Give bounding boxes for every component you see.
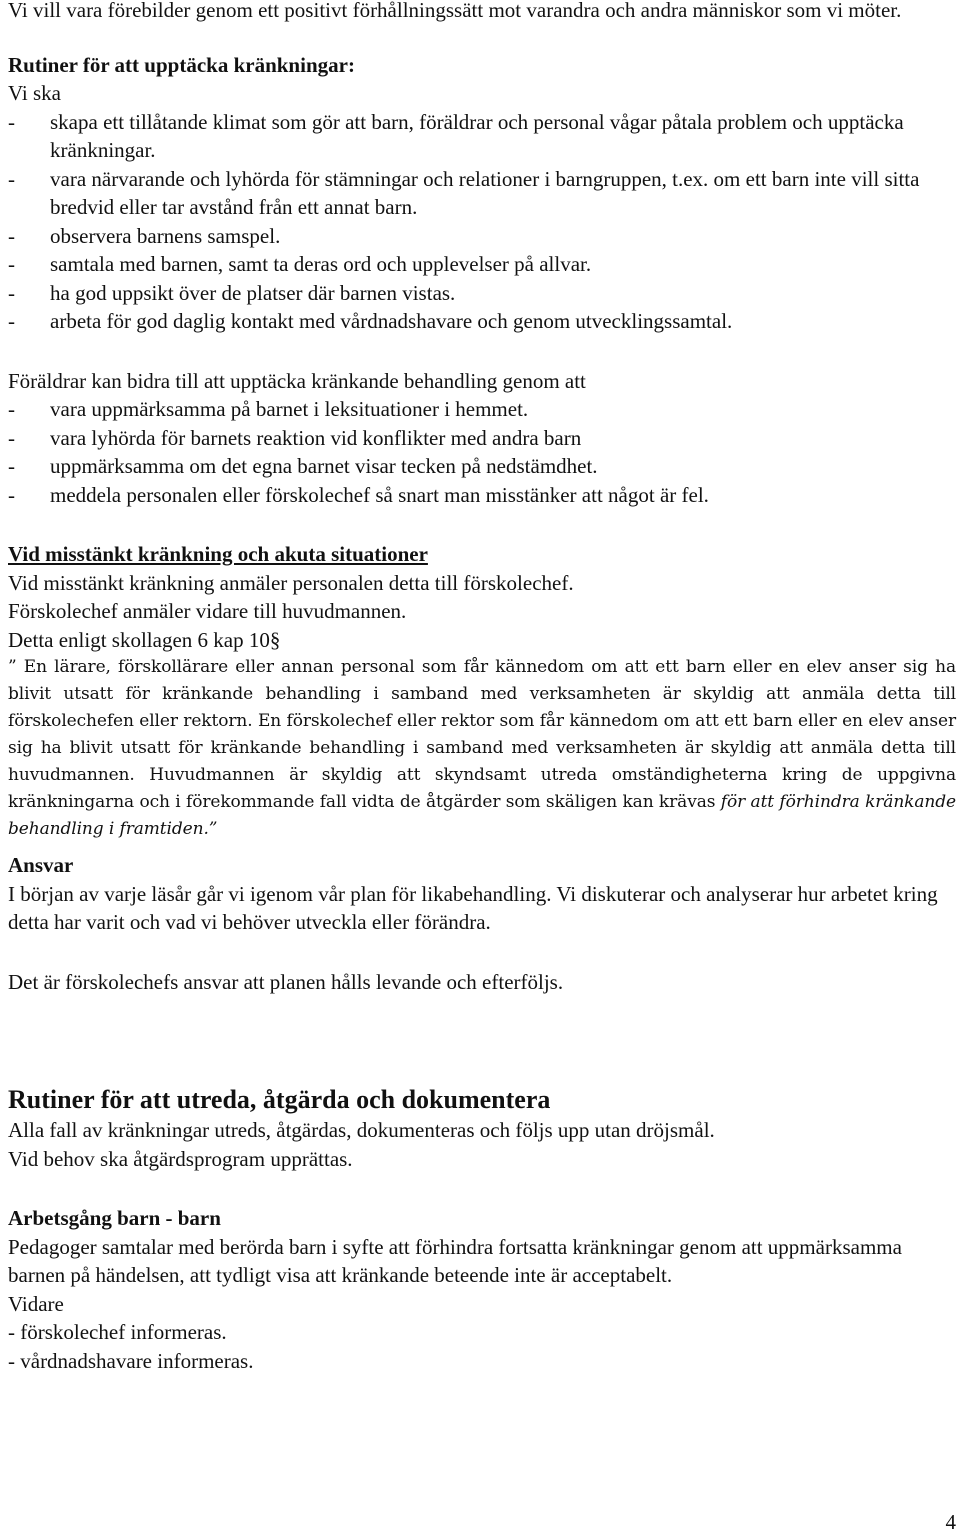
- list-item: - uppmärksamma om det egna barnet visar tecken på nedstämdhet.: [8, 452, 956, 481]
- document-page: [8, 0, 956, 1375]
- responsibility-heading: Ansvar: [8, 853, 74, 877]
- child-child-lead: Vidare: [8, 1291, 64, 1316]
- list-item: - samtala med barnen, samt ta deras ord och upplevelser på allvar.: [8, 250, 956, 279]
- child-child-text: Pedagoger samtalar med berörda barn i syfte att förhindra fortsatta kränkningar genom att uppmärksamma barnen på händelsen, att tydligt visa att kränkande beteende inte är acceptabelt.: [8, 1234, 902, 1287]
- parents-lead: Föräldrar kan bidra till att upptäcka kränkande behandling genom att: [8, 368, 586, 393]
- parents-list: [8, 395, 956, 509]
- child-child-heading: Arbetsgång barn - barn: [8, 1206, 221, 1230]
- responsibility-text-2: Det är förskolechefs ansvar att planen hålls levande och efterföljs.: [8, 969, 564, 994]
- list-item: - observera barnens samspel.: [8, 222, 956, 251]
- list-item: - skapa ett tillåtande klimat som gör att barn, föräldrar och personal vågar påtala problem och upptäcka kränkningar.: [8, 108, 956, 165]
- page-number: 4: [945, 1510, 956, 1534]
- law-reference: Detta enligt skollagen 6 kap 10§: [8, 627, 281, 652]
- law-quote-main: ” En lärare, förskollärare eller annan personal som får kännedom om att ett barn eller en elev anser sig ha blivit utsatt för kränkande behandling i samband med verksamheten är skyldig att anmäla detta till förskolechefen eller rektorn. En förskolechef eller rektor som får kännedom om att ett barn eller en elev anser sig ha blivit utsatt för kränkande behandling i samband med verksamheten är skyldig att anmäla detta till huvudmannen. Huvudmannen är skyldig att skyndsamt utreda omständigheterna kring de uppgivna kränkningarna och i förekommande fall vidta de åtgärder som skäligen kan krävas: [8, 657, 956, 812]
- law-quote-italic: för att förhindra kränkande behandling i framtiden.”: [8, 792, 957, 839]
- responsibility-text: I början av varje läsår går vi igenom vår plan för likabehandling. Vi diskuterar och analyserar hur arbetet kring detta har varit och vad vi behöver utveckla eller förändra.: [8, 881, 938, 934]
- list-item: - arbeta för god daglig kontakt med vårdnadshavare och genom utvecklingssamtal.: [8, 307, 956, 336]
- list-item: - vara lyhörda för barnets reaktion vid konflikter med andra barn: [8, 424, 956, 453]
- intro-paragraph: Vi vill vara förebilder genom ett positivt förhållningssätt mot varandra och andra människor som vi möter.: [8, 0, 902, 22]
- list-item: - vara närvarande och lyhörda för stämningar och relationer i barngruppen, t.ex. om ett barn inte vill sitta bredvid eller tar avstånd från ett annat barn.: [8, 165, 956, 222]
- suspected-heading: Vid misstänkt kränkning och akuta situationer: [8, 542, 428, 566]
- suspected-line-1: Vid misstänkt kränkning anmäler personalen detta till förskolechef.: [8, 570, 574, 595]
- investigate-line-2: Vid behov ska åtgärdsprogram upprättas.: [8, 1146, 353, 1171]
- list-item: - meddela personalen eller förskolechef så snart man misstänker att något är fel.: [8, 481, 956, 510]
- list-item: - vara uppmärksamma på barnet i leksituationer i hemmet.: [8, 395, 956, 424]
- detect-heading: Rutiner för att upptäcka kränkningar:: [8, 52, 355, 77]
- detect-list: [8, 108, 956, 336]
- list-item: - ha god uppsikt över de platser där barnen vistas.: [8, 279, 956, 308]
- child-child-item-1: - förskolechef informeras.: [8, 1320, 227, 1344]
- investigate-heading: Rutiner för att utreda, åtgärda och dokumentera: [8, 1085, 551, 1114]
- investigate-line-1: Alla fall av kränkningar utreds, åtgärdas, dokumenteras och följs upp utan dröjsmål.: [8, 1118, 715, 1142]
- child-child-item-2: - vårdnadshavare informeras.: [8, 1348, 254, 1373]
- law-quote: [8, 654, 956, 843]
- detect-lead: Vi ska: [8, 81, 61, 105]
- suspected-line-2: Förskolechef anmäler vidare till huvudmannen.: [8, 599, 407, 623]
